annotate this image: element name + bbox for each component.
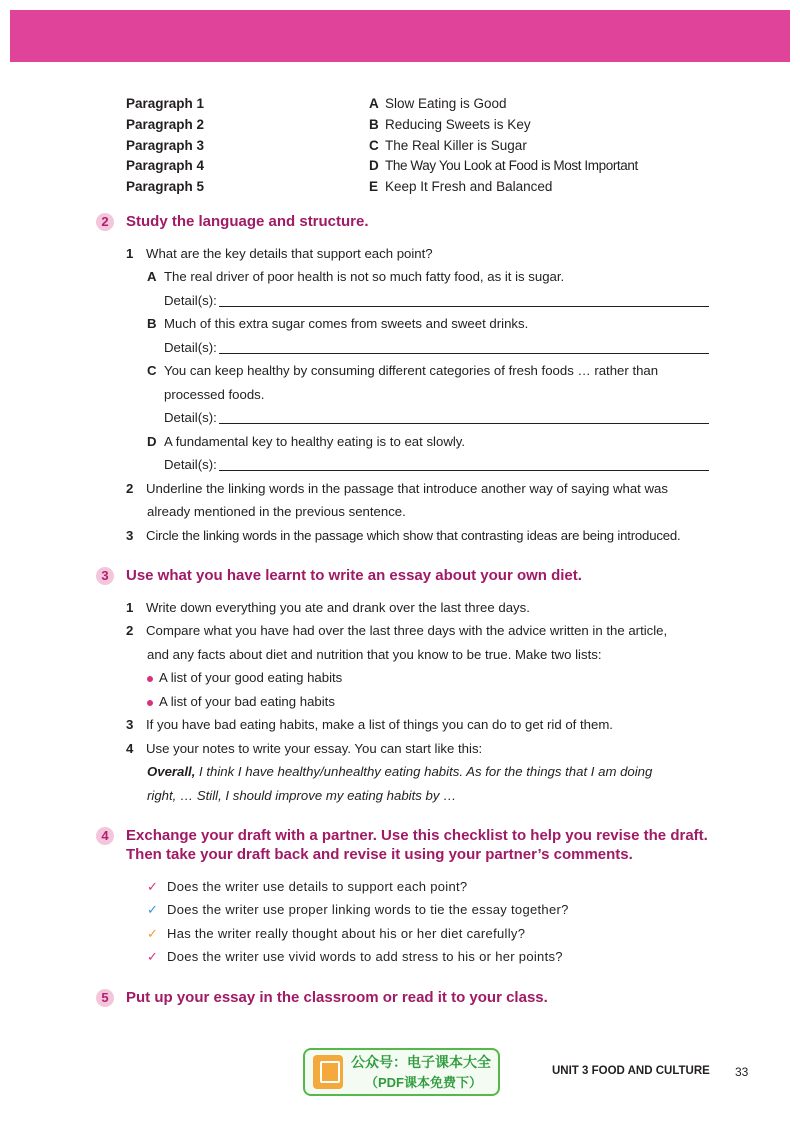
section-title: Study the language and structure. [126, 213, 369, 230]
question-number: 3 [126, 528, 134, 543]
heading-letter: E [369, 179, 379, 195]
paragraph-label: Paragraph 2 [126, 116, 205, 132]
book-icon [313, 1055, 343, 1089]
checklist-item [147, 900, 569, 920]
point-text: A fundamental key to healthy eating is to eat slowly. [164, 434, 466, 449]
question-number: 1 [126, 246, 134, 261]
question-number: 2 [126, 623, 134, 638]
heading-text: The Way You Look at Food is Most Important [385, 158, 638, 174]
match-row [126, 156, 686, 177]
heading-letter: B [369, 116, 379, 132]
heading-text: The Real Killer is Sugar [385, 137, 527, 153]
detail-label: Detail(s): [164, 457, 217, 472]
question-number: 4 [126, 741, 134, 756]
checklist-text: Does the writer use vivid words to add stress to his or her points? [167, 949, 563, 964]
bullet-item [147, 692, 335, 712]
paragraph-label: Paragraph 1 [126, 96, 205, 111]
footer-unit-label: UNIT 3 FOOD AND CULTURE [552, 1065, 710, 1077]
checklist-item [147, 877, 467, 897]
section-title: Use what you have learnt to write an essay about your own diet. [126, 567, 582, 584]
point-letter: A [147, 269, 157, 284]
detail-answer-line[interactable] [219, 292, 709, 307]
section-title: Put up your essay in the classroom or read it to your class. [126, 989, 548, 1006]
bullet-item [147, 668, 342, 688]
watermark-line-1: 公众号：电子课本大全 [351, 1054, 491, 1070]
point-text: Much of this extra sugar comes from sweets and sweet drinks. [164, 316, 529, 331]
checklist-item [147, 947, 563, 967]
bullet-text: A list of your good eating habits [159, 670, 343, 685]
point-letter: D [147, 434, 157, 449]
question-text: Use your notes to write your essay. You can start like this: [146, 741, 483, 756]
question-text: Write down everything you ate and drank over the last three days. [146, 600, 530, 615]
question-text: If you have bad eating habits, make a list of things you can do to get rid of them. [146, 717, 613, 732]
point-letter: C [147, 363, 157, 378]
header-band [10, 10, 790, 62]
heading-text: Slow Eating is Good [385, 96, 507, 111]
page-number: 33 [735, 1065, 749, 1079]
detail-answer-line[interactable] [219, 456, 709, 471]
question-text: What are the key details that support each point? [146, 246, 433, 261]
question-text-continued: already mentioned in the previous sentence. [147, 504, 406, 519]
section-number: 5 [96, 989, 114, 1007]
question-text: Compare what you have had over the last three days with the advice written in the article, [146, 623, 668, 638]
heading-text: Keep It Fresh and Balanced [385, 179, 553, 195]
question-text-continued: and any facts about diet and nutrition that you know to be true. Make two lists: [147, 647, 602, 662]
bullet-dot [147, 676, 153, 682]
section-number: 4 [96, 827, 114, 845]
question-number: 1 [126, 600, 134, 615]
checklist-text: Does the writer use details to support each point? [167, 879, 468, 894]
question-number: 2 [126, 481, 134, 496]
match-row [126, 136, 686, 157]
point-letter: B [147, 316, 157, 331]
sample-sentence-continued: right, … Still, I should improve my eating habits by … [147, 788, 457, 803]
checklist-text: Does the writer use proper linking words to tie the essay together? [167, 902, 569, 917]
heading-letter: C [369, 137, 379, 153]
sample-sentence [147, 762, 652, 782]
point-text: You can keep healthy by consuming different categories of fresh foods … rather than [164, 363, 659, 378]
question-number: 3 [126, 717, 134, 732]
heading-letter: A [369, 96, 379, 111]
match-row [126, 115, 686, 136]
check-icon: ✓ [147, 902, 159, 917]
detail-label: Detail(s): [164, 293, 217, 308]
paragraph-match-list [126, 94, 686, 198]
checklist-item [147, 924, 525, 944]
match-row [126, 177, 686, 198]
section-number: 2 [96, 213, 114, 231]
heading-text: Reducing Sweets is Key [385, 116, 531, 132]
question-text: Circle the linking words in the passage which show that contrasting ideas are being introduced. [146, 528, 681, 543]
check-icon: ✓ [147, 879, 159, 894]
watermark-stamp [303, 1048, 500, 1096]
watermark-line-2: （PDF课本免费下） [365, 1075, 483, 1090]
section-title-continued: Then take your draft back and revise it using your partner’s comments. [126, 846, 633, 863]
sample-text: I think I have healthy/unhealthy eating habits. As for the things that I am doing [195, 764, 653, 779]
heading-letter: D [369, 158, 379, 174]
paragraph-label: Paragraph 5 [126, 179, 205, 195]
point-text: The real driver of poor health is not so much fatty food, as it is sugar. [164, 269, 565, 284]
paragraph-label: Paragraph 3 [126, 137, 205, 153]
bullet-text: A list of your bad eating habits [159, 694, 335, 709]
check-icon: ✓ [147, 926, 159, 941]
point-text-continued: processed foods. [164, 387, 265, 402]
check-icon: ✓ [147, 949, 159, 964]
question-text: Underline the linking words in the passage that introduce another way of saying what was [146, 481, 668, 496]
paragraph-label: Paragraph 4 [126, 158, 205, 174]
section-title: Exchange your draft with a partner. Use this checklist to help you revise the draft. [126, 827, 708, 844]
detail-label: Detail(s): [164, 410, 217, 425]
detail-answer-line[interactable] [219, 339, 709, 354]
sample-bold: Overall, [147, 764, 196, 779]
section-number: 3 [96, 567, 114, 585]
match-row [126, 94, 686, 115]
checklist-text: Has the writer really thought about his or her diet carefully? [167, 926, 526, 941]
bullet-dot [147, 700, 153, 706]
detail-answer-line[interactable] [219, 409, 709, 424]
detail-label: Detail(s): [164, 340, 217, 355]
